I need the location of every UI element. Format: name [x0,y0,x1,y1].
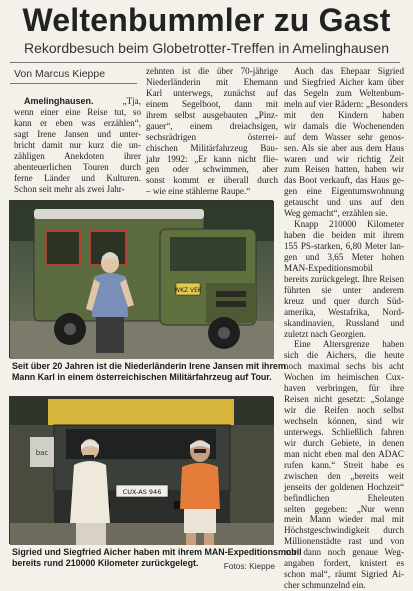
text-line: Schon seit mehr als zwei Jahr- [14,183,125,194]
text-line: MAN-Expeditionsmobil [284,262,373,273]
photo-2-image [10,397,274,545]
text-line: skandinavien, Russland und [284,317,404,328]
text-line: angaben fordert, knistert es [284,558,404,569]
text-line: unterwegs. Schließlich fahren [284,426,404,437]
text-line: Knapp 210000 Kilometer [294,219,404,230]
text-line: kreuz und quer durch Süd- [284,295,404,306]
text-line: Millionenstädte rast und von [284,536,404,547]
text-line: Eine Altersgrenze haben [294,339,404,350]
text-line: haben die beiden mit ihrem [284,230,404,241]
text-line: gen oder schwimmen, aber [146,164,278,175]
text-line: amerika, Westafrika, Nord- [284,306,404,317]
text-line: ihrem selbst ausgebauten „Pinz- [146,109,278,120]
text-line: wir durch Gebiete, in denen [284,437,404,448]
headline: Weltenbummler zu Gast [22,2,391,38]
text-line: Niederländerin mit Ehemann [146,76,278,87]
text-line: zehnten ist die über 70-jährige [146,66,278,76]
text-line: mir dann noch genaue Weg- [284,547,404,558]
text-line: waren und wir richtig Zeit [284,153,404,164]
text-line: sagt Irene Jansen und unter- [14,128,141,139]
text-line: sen. Als sie aber aus dem Haus [284,142,404,153]
photo-credit: Fotos: Kieppe [223,561,275,571]
text-line: meln auf vier Rädern: „Besonders [284,98,408,109]
text-line: bricht damit nur kurz die un- [14,139,141,150]
byline: Von Marcus Kieppe [14,68,106,80]
text-line: – wie eine stählerne Raupe.“ [146,186,251,197]
text-line: sechsrädrigen österrei- [146,131,278,142]
text-line: einem Segelboot, dann mit [146,98,278,109]
text-line: gen eine Eigentumswohnung [284,186,404,197]
text-line: auf dem Wasser sehr genos- [284,131,404,142]
photo-aicher-man-expedition-truck [9,396,273,544]
photo-1-caption [12,361,286,383]
dateline: Amelinghausen. [24,96,94,106]
text-line: abenteuerlichen Touren durch [14,161,141,172]
text-line: kann er eben was erzählen“, [14,117,141,128]
text-line: man nicht eben mal den ADAC [284,448,404,459]
text-line: das Boot verkauft, das Haus ge- [284,175,404,186]
caption-line: bereits rund 210000 Kilometer zurückgelegt. [12,558,199,568]
text-line: Höchstgeschwindigkeit durch [284,525,404,536]
headline-rule [10,62,400,63]
text-column-3 [284,66,408,591]
text-line: sonst kommt er überall durch [146,175,278,186]
text-column-1 [14,96,141,194]
text-line: haven verbringen, für ihre [284,383,404,394]
text-line: getauscht und uns auf den [284,197,404,208]
photo-2-plate-text: CUX-AS 946 [122,488,162,496]
text-line: wir die Reifen noch selbst [284,405,404,416]
text-line: Karl unterwegs, zunächst auf [146,87,278,98]
text-line: noch maximal sechs bis acht [284,361,404,372]
caption-line: Seit über 20 Jahren ist die Niederländerin Irene Jansen mit ihrem [12,361,286,371]
text-line: zum Reisen hatten, haben wir [284,164,404,175]
text-line: gauer“, einem dreiachsigen, [146,120,278,131]
text-line: Wochen im heimischen Cux- [284,372,404,383]
text-line: wenn einer eine Reise tut, so [14,106,141,117]
photo-irene-jansen-pinzgauer [9,200,273,358]
text-line: bereits zurückgelegt. Ihre Reisen [284,273,404,284]
text-line: cher schmunzelnd ein. [284,580,366,591]
text-line: zuletzt nach Georgien. [284,328,366,339]
text-line: zwischen den „bereits weit [284,470,404,481]
caption-line: Sigried und Siegfried Aicher haben mit ihrem MAN-Expeditionsmobil [12,547,302,557]
text-line: 155 PS-starken, 6,80 Meter lan- [284,241,404,251]
text-line: gen und 3,65 Meter hohen [284,251,404,262]
text-line: selten gegeben: „Nur wenn [284,503,404,514]
photo-1-image [10,201,274,359]
text-line: mein Mann wieder mal mit [284,514,404,525]
text-line: das Segeln zum Weltenbum- [284,87,404,98]
text-line: jahr 1992: „Er kann nicht flie- [146,153,278,164]
photo-2-sign-text: bac [35,449,49,457]
text-line: wir damals die Wochenenden [284,120,404,131]
text-line: Amelinghausen. „Tja, [24,96,141,106]
text-line: befindlichen Eheleuten [284,492,404,503]
text-line: ferne Länder und Kulturen. [14,172,141,183]
text-line: schon mal“, räumt Sigried Ai- [284,569,404,580]
text-line: mit den Kindern haben [284,109,404,120]
caption-line: Mann Karl in einem österreichischen Militärfahrzeug auf Tour. [12,372,272,382]
byline-rule [10,83,137,84]
subheadline: Rekordbesuch beim Globetrotter-Treffen in Amelinghausen [24,40,389,56]
text-line: Auch das Ehepaar Sigried [294,66,404,76]
text-line: Weg gemacht“, erzählen sie. [284,208,388,219]
text-line: führten sie unter anderem [284,284,404,295]
text-line: Reisen nicht gesetzt: „Solange [284,394,404,405]
text-column-2 [146,66,278,197]
text-line: rufen kann.“ Streit habe es [284,459,404,470]
text-line: jenseits der goldenen Hochzeit“ [284,481,404,492]
text-line: zähligen Anekdoten ihrer [14,150,141,161]
text-line: wechseln können, sind wir [284,416,404,426]
photo-1-plate-text: WKZ VEK [174,287,202,294]
text-line: chischen Militärfahrzeug Bau- [146,142,278,153]
text-line: und Siegfried Aicher kam über [284,76,404,87]
text-line: sich die Aichers, die heute [284,350,404,361]
